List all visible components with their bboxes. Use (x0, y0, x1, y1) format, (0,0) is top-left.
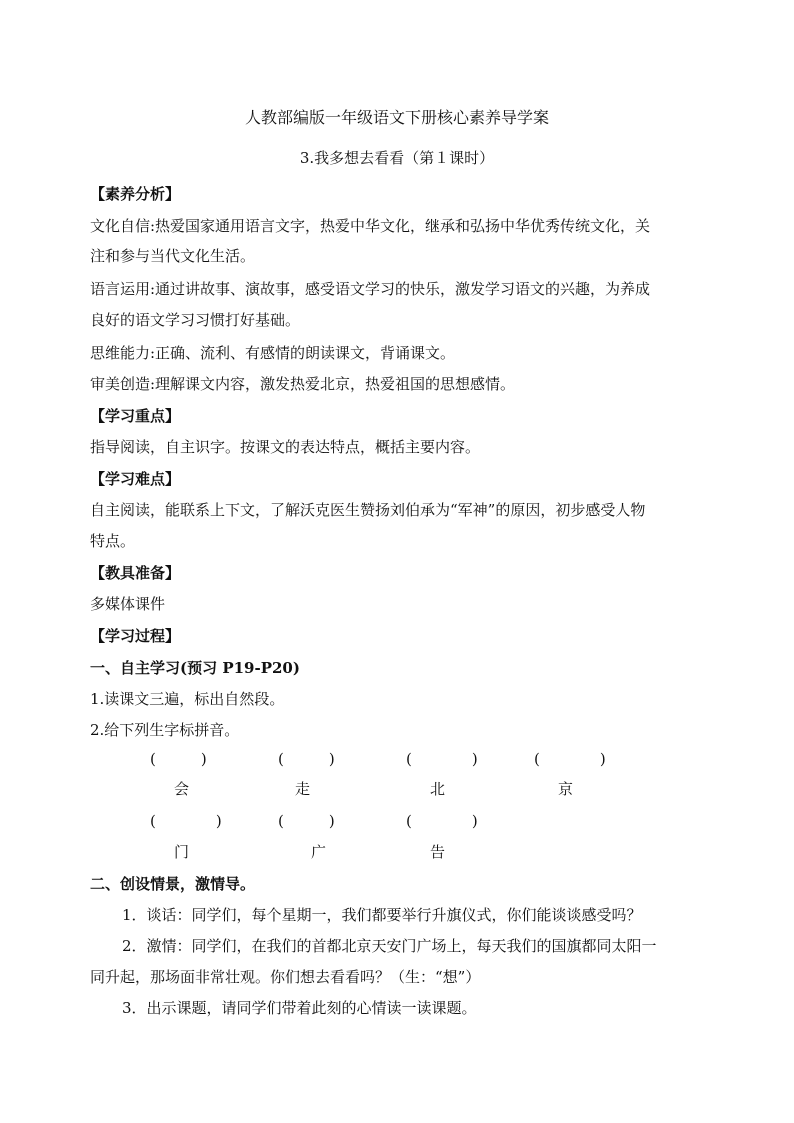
pinyin-char: 会 (174, 780, 190, 798)
pinyin-bracket: ( ) (278, 812, 335, 830)
key-heading: 【学习重点】 (90, 407, 181, 425)
process-heading: 【学习过程】 (90, 627, 181, 645)
pinyin-char: 走 (295, 780, 311, 798)
part2-line: 同升起，那场面非常壮观。你们想去看看吗？（生：“想”） (90, 968, 481, 986)
pinyin-char: 门 (174, 843, 190, 861)
lesson-title: 3.我多想去看看（第１课时） (299, 149, 495, 167)
difficulty-line: 自主阅读，能联系上下文，了解沃克医生赞扬刘伯承为“军神”的原因，初步感受人物 (90, 501, 646, 519)
pinyin-char: 告 (430, 843, 446, 861)
key-text: 指导阅读，自主识字。按课文的表达特点，概括主要内容。 (90, 438, 481, 456)
literacy-line: 思维能力:正确、流利、有感情的朗读课文，背诵课文。 (90, 344, 456, 362)
part2-heading: 二、创设情景，激情导。 (90, 875, 256, 893)
literacy-line: 审美创造:理解课文内容，激发热爱北京，热爱祖国的思想感情。 (90, 375, 516, 393)
tools-heading: 【教具准备】 (90, 564, 181, 582)
pinyin-char: 北 (430, 780, 446, 798)
part1-heading: 一、自主学习(预习 P19-P20) (90, 659, 300, 677)
pinyin-bracket: ( ) (406, 750, 478, 768)
literacy-heading: 【素养分析】 (90, 185, 181, 203)
difficulty-line: 特点。 (90, 532, 136, 550)
difficulty-heading: 【学习难点】 (90, 470, 181, 488)
pinyin-bracket: ( ) (406, 812, 478, 830)
pinyin-bracket: ( ) (150, 750, 207, 768)
pinyin-bracket: ( ) (278, 750, 335, 768)
literacy-line: 语言运用:通过讲故事、演故事，感受语文学习的快乐，激发学习语文的兴趣，为养成 (90, 280, 651, 298)
literacy-line: 注和参与当代文化生活。 (90, 247, 256, 265)
part1-item: 1.读课文三遍，标出自然段。 (90, 690, 285, 708)
part2-line: 3．出示课题，请同学们带着此刻的心情读一读课题。 (122, 999, 477, 1017)
literacy-line: 良好的语文学习习惯打好基础。 (90, 311, 301, 329)
part1-item: 2.给下列生字标拼音。 (90, 721, 240, 739)
pinyin-bracket: ( ) (150, 812, 222, 830)
literacy-line: 文化自信:热爱国家通用语言文字，热爱中华文化，继承和弘扬中华优秀传统文化，关 (90, 217, 651, 235)
pinyin-char: 广 (311, 843, 327, 861)
document-title: 人教部编版一年级语文下册核心素养导学案 (244, 108, 549, 127)
pinyin-char: 京 (558, 780, 574, 798)
pinyin-bracket: ( ) (534, 750, 606, 768)
part2-line: 1．谈话：同学们，每个星期一，我们都要举行升旗仪式，你们能谈谈感受吗？ (122, 906, 642, 924)
part2-line: 2．激情：同学们，在我们的首都北京天安门广场上，每天我们的国旗都同太阳一 (122, 937, 657, 955)
tools-text: 多媒体课件 (90, 595, 166, 613)
